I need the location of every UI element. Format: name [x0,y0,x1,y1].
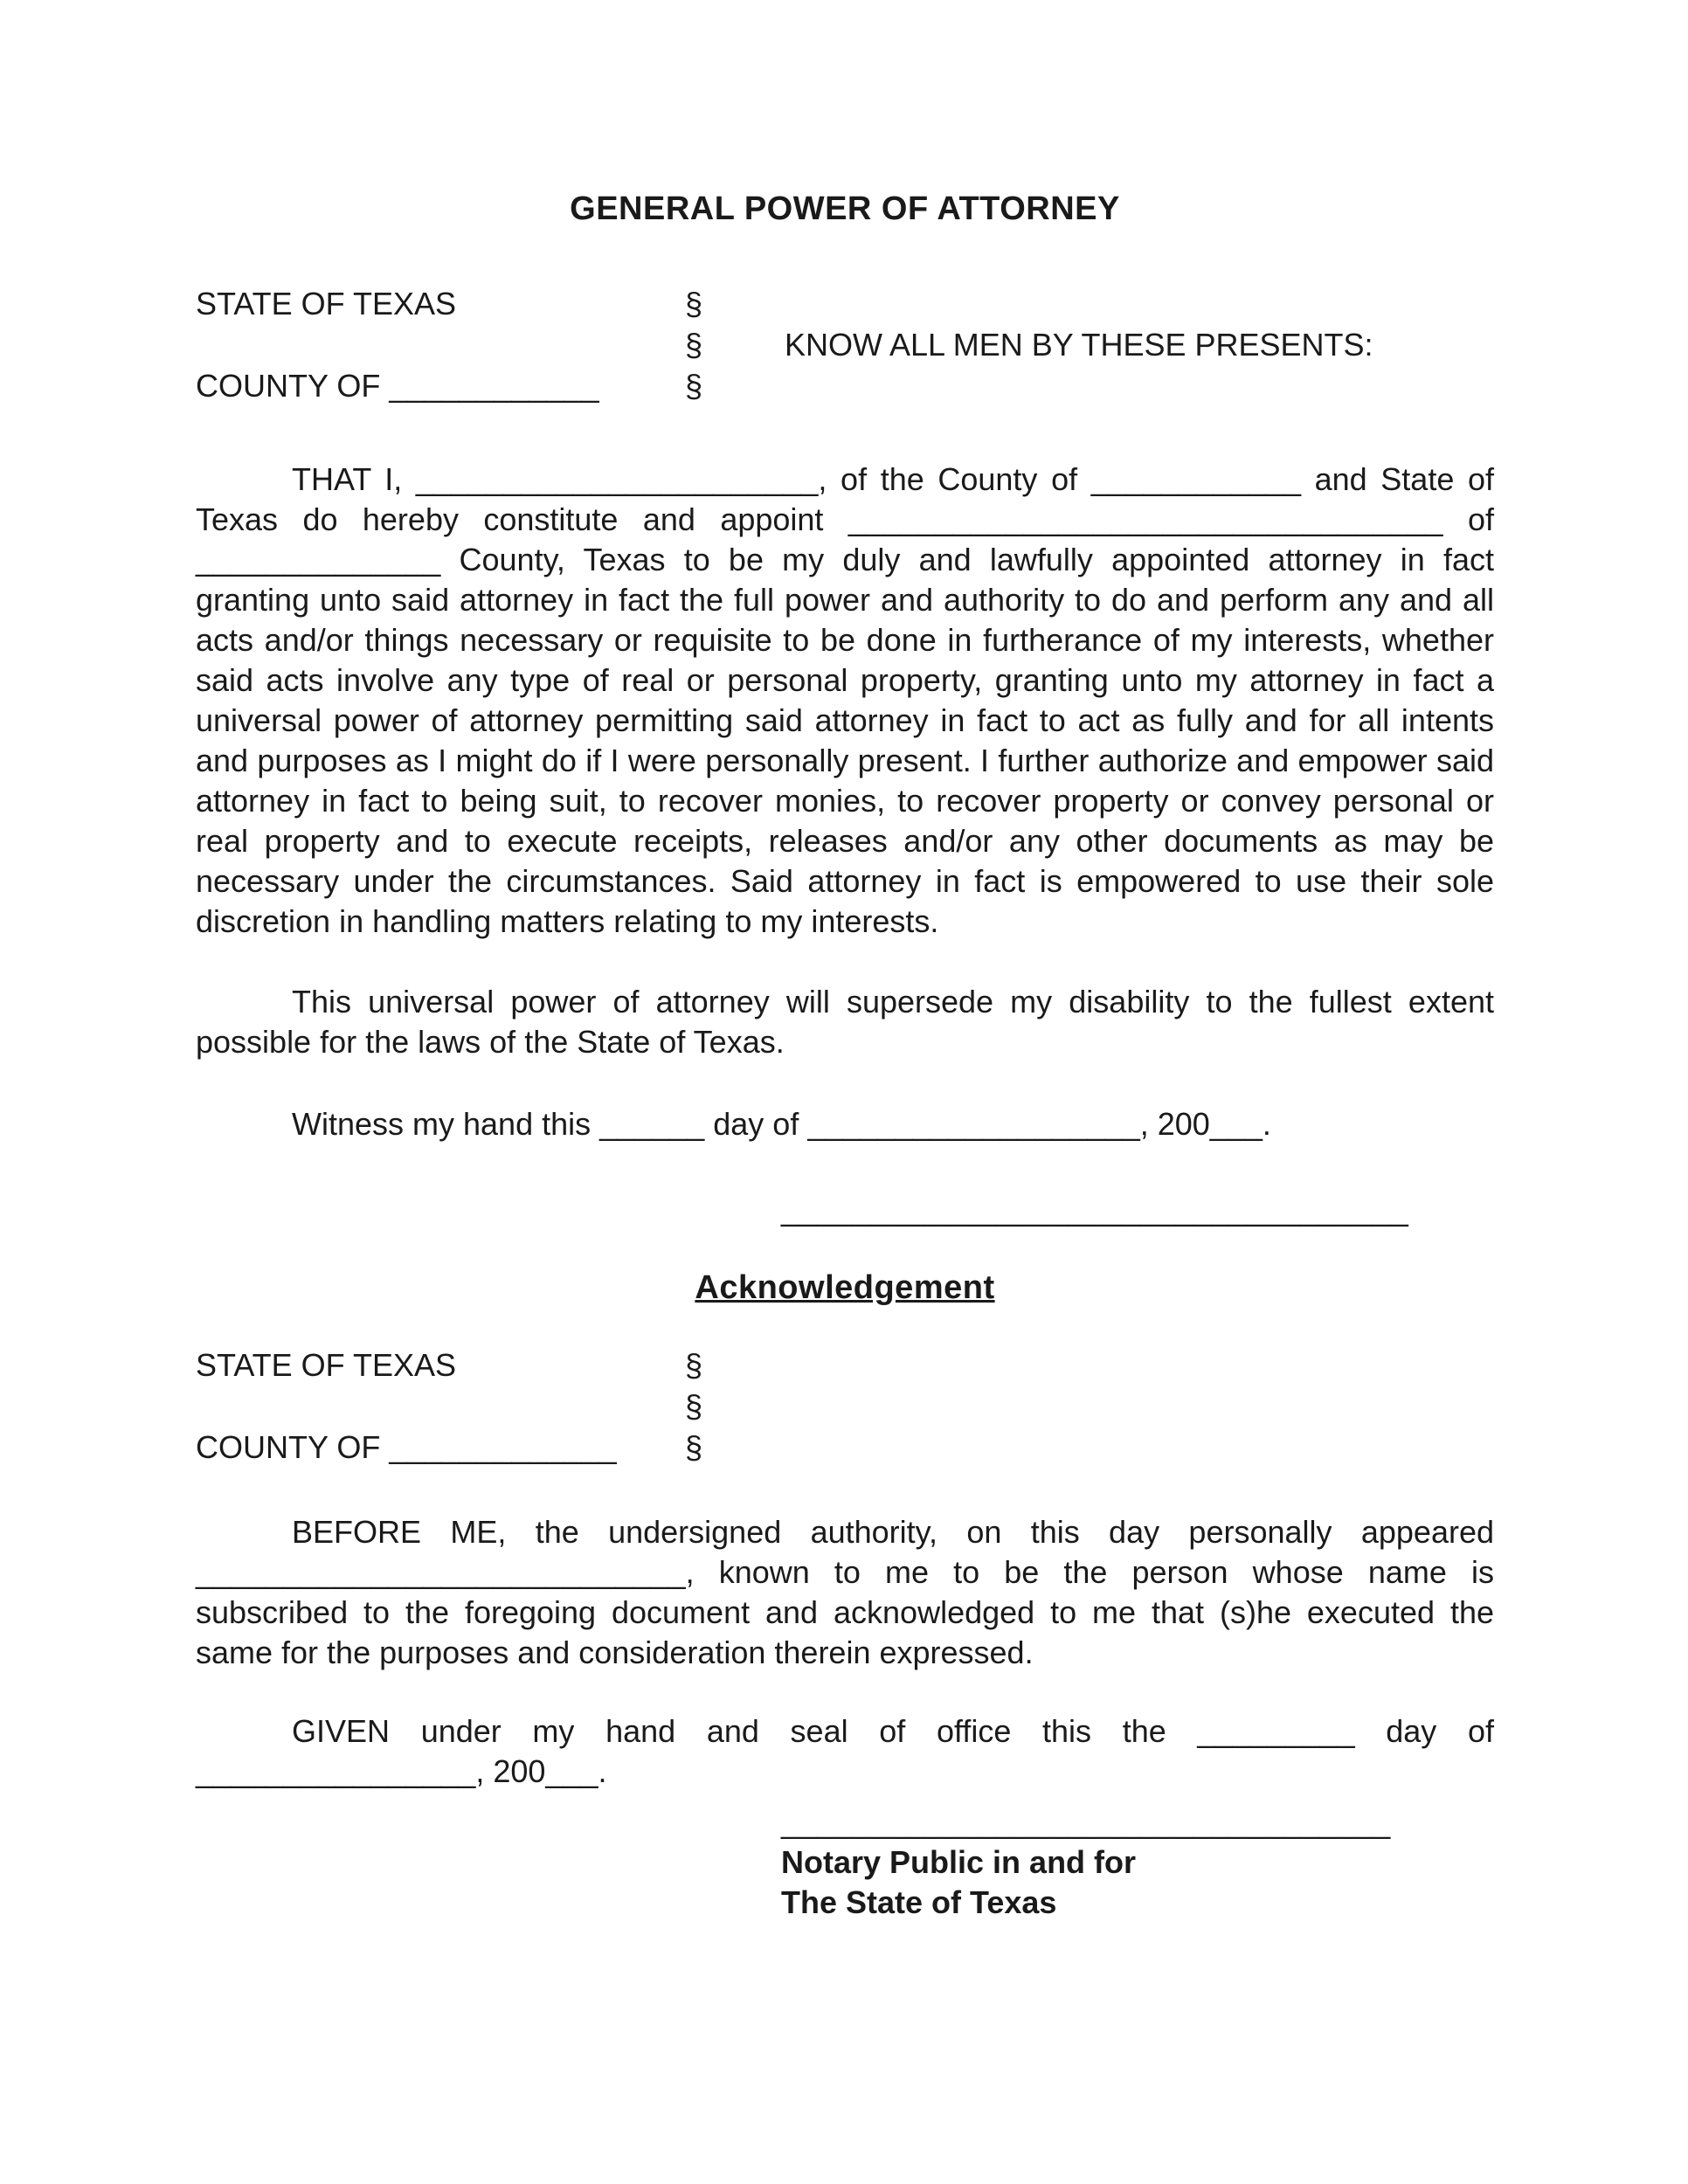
section-symbol: § [685,327,703,363]
section-symbol: § [685,1347,703,1383]
notary-title-line-2: The State of Texas [781,1884,1057,1920]
supersede-paragraph: This universal power of attorney will supersede my disability to the fullest extent possible for the laws of the State of Texas. [196,984,1494,1060]
venue-spacer-row [785,1386,1494,1427]
county-of-line: COUNTY OF ____________ [196,368,599,404]
venue-spacer-row [785,1427,1494,1469]
venue-right-column [785,284,1494,407]
venue-spacer-row [785,1345,1494,1386]
state-of-texas-line: STATE OF TEXAS [196,1347,457,1383]
acknowledgement-venue-block [196,1345,1494,1469]
know-all-men-line: KNOW ALL MEN BY THESE PRESENTS: [785,327,1373,363]
venue-spacer-row [196,1386,685,1427]
witness-line: Witness my hand this ______ day of ___________________, 200___. [292,1106,1271,1142]
section-symbol: § [685,368,703,404]
before-me-paragraph: BEFORE ME, the undersigned authority, on this day personally appeared ____________________________, known to me to be the person whose name is subscribed to the foregoing document and acknowledged to me that (s)he executed the same for the purposes and consideration therein expressed. [196,1514,1494,1670]
notary-signature-line: __________________________________ [781,1804,1391,1840]
document-title: GENERAL POWER OF ATTORNEY [570,190,1120,227]
venue-spacer-row [785,366,1494,407]
granting-paragraph: THAT I, _______________________, of the County of ____________ and State of Texas do hereby constitute and appoint __________________________________ of ______________ County, Texas to be my duly and lawfully appointed attorney in fact granting unto said attorney in fact the full power and authority to do and perform any and all acts and/or things necessary or requisite to be done in furtherance of my interests, whether said acts involve any type of real or personal property, granting unto my attorney in fact a universal power of attorney permitting said attorney in fact to act as fully and for all intents and purposes as I might do if I were personally present. I further authorize and empower said attorney in fact to being suit, to recover monies, to recover property or convey personal or real property and to execute receipts, releases and/or any other documents as may be necessary under the circumstances. Said attorney in fact is empowered to use their sole discretion in handling matters relating to my interests. [196,461,1494,939]
venue-section-column [685,1345,785,1469]
venue-left-column [196,284,685,407]
given-paragraph: GIVEN under my hand and seal of office this the _________ day of ________________, 200___. [196,1713,1494,1789]
venue-spacer-row [785,284,1494,325]
section-symbol: § [685,1388,703,1424]
venue-right-column [785,1345,1494,1469]
venue-spacer-row [196,325,685,366]
county-of-line: COUNTY OF _____________ [196,1429,617,1465]
venue-section-column [685,284,785,407]
section-symbol: § [685,1429,703,1465]
venue-block [196,284,1494,407]
notary-title-line-1: Notary Public in and for [781,1844,1137,1880]
venue-left-column [196,1345,685,1469]
principal-signature-line: ___________________________________ [781,1192,1409,1227]
acknowledgement-heading: Acknowledgement [695,1269,995,1306]
state-of-texas-line: STATE OF TEXAS [196,286,457,321]
section-symbol: § [685,286,703,321]
